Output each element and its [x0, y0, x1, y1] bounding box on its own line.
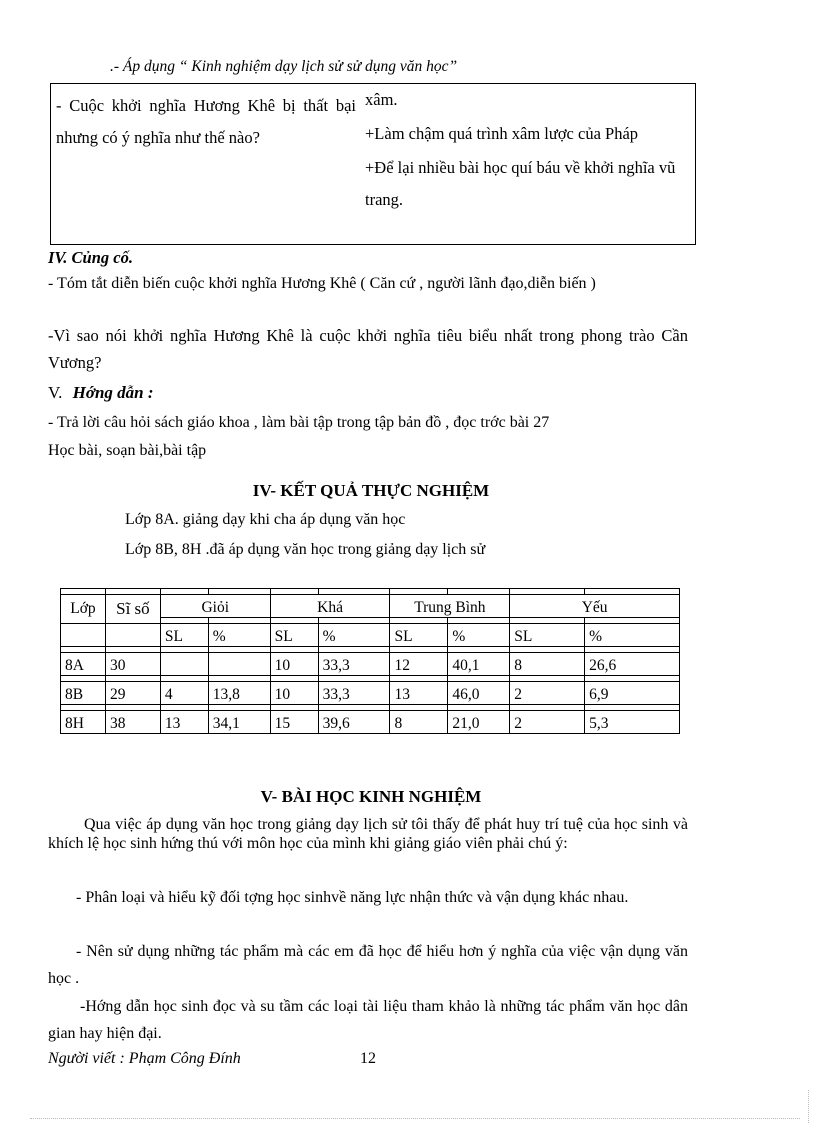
row-value-cell: 12 [390, 653, 448, 676]
sub-header: % [448, 624, 510, 647]
sub-header: SL [160, 624, 208, 647]
sub-header: % [208, 624, 270, 647]
cungco-paragraph: -Vì sao nói khởi nghĩa Hương Khê là cuộc khởi nghĩa tiêu biểu nhất trong phong trào Cần Vương? [48, 326, 688, 372]
qa-answer-line: xâm. [365, 90, 398, 109]
qa-answer-line: +Để lại nhiều bài học quí báu về khởi nghĩa vũ trang. [365, 158, 676, 209]
row-value-cell: 46,0 [448, 682, 510, 705]
row-value-cell: 13 [390, 682, 448, 705]
col-lop-header: Lớp [61, 595, 106, 624]
huongdan-heading-number: V. [48, 383, 63, 402]
row-value-cell: 10 [270, 682, 318, 705]
cungco-heading: IV. Củng cố. [48, 248, 133, 267]
group-header: Trung Bình [390, 595, 510, 618]
table-body [61, 647, 680, 734]
row-value-cell: 40,1 [448, 653, 510, 676]
huongdan-heading-text: Hớng dẫn : [72, 383, 154, 402]
row-value-cell: 6,9 [585, 682, 680, 705]
qa-answer [365, 84, 690, 216]
row-value-cell [160, 653, 208, 676]
ketqua-line: Lớp 8A. giảng dạy khi cha áp dụng văn học [125, 511, 406, 528]
row-value-cell: 8 [510, 653, 585, 676]
qa-answer-line: +Làm chậm quá trình xâm lược của Pháp [365, 124, 639, 143]
results-table [60, 588, 680, 734]
row-value-cell: 33,3 [318, 653, 390, 676]
ketqua-line: Lớp 8B, 8H .đã áp dụng văn học trong giảng dạy lịch sử [125, 541, 486, 558]
sub-header: SL [270, 624, 318, 647]
row-siso-cell: 29 [105, 682, 160, 705]
row-value-cell: 5,3 [585, 711, 680, 734]
col-siso-header: Sĩ số [105, 595, 160, 624]
group-header: Yếu [510, 595, 680, 618]
huongdan-heading [48, 383, 154, 403]
row-siso-cell: 30 [105, 653, 160, 676]
page-number: 12 [360, 1050, 376, 1067]
row-value-cell: 15 [270, 711, 318, 734]
row-lop-cell: 8A [61, 653, 106, 676]
row-lop-cell: 8B [61, 682, 106, 705]
row-value-cell: 26,6 [585, 653, 680, 676]
footer-author: Người viết : Phạm Công Đính [48, 1050, 241, 1067]
row-lop-cell: 8H [61, 711, 106, 734]
table-row [61, 653, 680, 676]
table-row [61, 682, 680, 705]
row-value-cell: 33,3 [318, 682, 390, 705]
huongdan-paragraph: - Trả lời câu hỏi sách giáo khoa , làm bài tập trong tập bản đồ , đọc trớc bài 27 [48, 414, 550, 431]
row-value-cell: 34,1 [208, 711, 270, 734]
row-value-cell: 13,8 [208, 682, 270, 705]
qa-question: - Cuộc khởi nghĩa Hương Khê bị thất bại nhưng có ý nghĩa như thế nào? [56, 96, 356, 147]
table-subheader-row [61, 624, 680, 647]
sub-header: SL [390, 624, 448, 647]
row-value-cell: 8 [390, 711, 448, 734]
table-row [61, 711, 680, 734]
baihoc-paragraph: - Phân loại và hiểu kỹ đối tợng học sinhvề năng lực nhận thức và vận dụng khác nhau. [76, 889, 629, 906]
ketqua-title: IV- KẾT QUẢ THỰC NGHIỆM [252, 481, 490, 500]
baihoc-paragraph: -Hớng dẫn học sinh đọc và su tầm các loại tài liệu tham khảo là những tác phẩm văn học dân gian hay hiện đại. [48, 998, 688, 1042]
sub-header: % [585, 624, 680, 647]
row-siso-cell: 38 [105, 711, 160, 734]
row-value-cell: 2 [510, 711, 585, 734]
sub-header: SL [510, 624, 585, 647]
baihoc-title: V- BÀI HỌC KINH NGHIỆM [260, 787, 482, 806]
baihoc-paragraph: - Nên sử dụng những tác phẩm mà các em đã học để hiểu hơn ý nghĩa của việc vận dụng văn học . [48, 943, 688, 987]
baihoc-paragraph: Qua việc áp dụng văn học trong giảng dạy lịch sử tôi thấy để phát huy trí tuệ của học sinh và khích lệ học sinh hứng thú với môn học của mình khi giảng giáo viên phải chú ý: [48, 816, 688, 852]
table-header-row [61, 595, 680, 618]
page-edge-divider [30, 1118, 800, 1119]
row-value-cell: 39,6 [318, 711, 390, 734]
row-value-cell: 10 [270, 653, 318, 676]
row-value-cell: 13 [160, 711, 208, 734]
page-edge-line [808, 1090, 809, 1123]
row-value-cell: 2 [510, 682, 585, 705]
row-value-cell: 21,0 [448, 711, 510, 734]
cungco-paragraph: - Tóm tắt diễn biến cuộc khởi nghĩa Hương Khê ( Căn cứ , người lãnh đạo,diễn biến ) [48, 275, 596, 292]
row-value-cell: 4 [160, 682, 208, 705]
group-header: Giỏi [160, 595, 270, 618]
page-header: .- Áp dụng “ Kinh nghiệm dạy lịch sử sử dụng văn học” [110, 58, 458, 75]
huongdan-paragraph: Học bài, soạn bài,bài tập [48, 442, 207, 459]
row-value-cell [208, 653, 270, 676]
sub-header: % [318, 624, 390, 647]
group-header: Khá [270, 595, 390, 618]
